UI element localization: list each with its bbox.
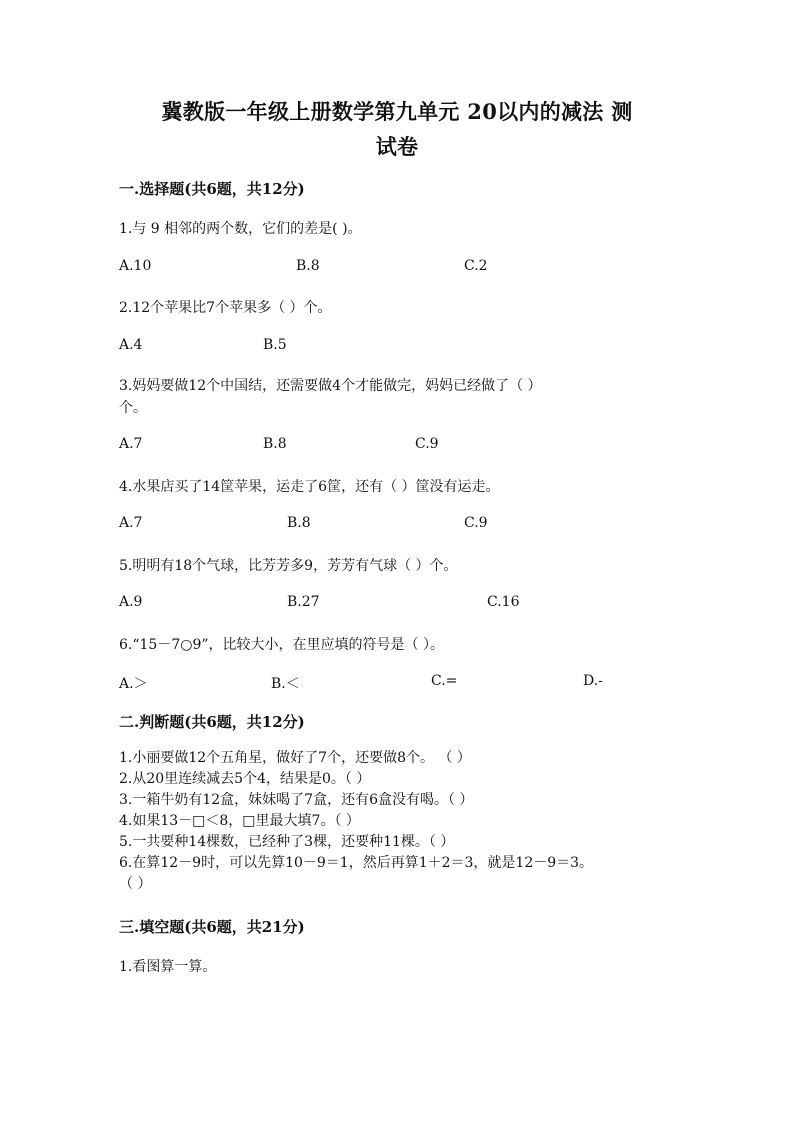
- option-b: B.8: [296, 258, 320, 274]
- option-b: B.27: [287, 594, 320, 610]
- judge-item: 2.从20里连续减去5个4，结果是0。（ ）: [119, 771, 371, 787]
- option-b: B.8: [287, 515, 311, 531]
- judge-item: 5.一共要种14棵数，已经种了3棵，还要种11棵。（ ）: [119, 834, 455, 850]
- option-b: B.5: [263, 337, 287, 353]
- option-c: C.=: [431, 673, 458, 689]
- section-heading-judge: 二.判断题(共6题，共12分): [119, 713, 305, 731]
- question-stem: 1.看图算一算。: [119, 959, 217, 975]
- document-title-line1: 冀教版一年级上册数学第九单元 20以内的减法 测: [161, 99, 633, 124]
- option-a: A.10: [119, 258, 152, 274]
- option-a: A.7: [119, 515, 143, 531]
- question-stem-continued: 个。: [119, 400, 147, 416]
- judge-item: 3.一箱牛奶有12盒，妹妹喝了7盒，还有6盒没有喝。（ ）: [119, 792, 474, 808]
- question-stem: 1.与 9 相邻的两个数，它们的差是( )。: [119, 221, 362, 237]
- option-a: A.＞: [119, 676, 148, 692]
- option-c: C.16: [487, 594, 520, 610]
- judge-item: 4.如果13－□＜8，□里最大填7。（ ）: [119, 813, 360, 829]
- option-d: D.-: [583, 673, 603, 689]
- judge-item: 6.在算12－9时，可以先算10－9＝1，然后再算1＋2＝3，就是12－9＝3。: [119, 855, 594, 871]
- judge-item-continued: （ ）: [119, 876, 152, 892]
- section-heading-choice: 一.选择题(共6题，共12分): [119, 180, 305, 198]
- question-stem: 2.12个苹果比7个苹果多（ ）个。: [119, 300, 332, 316]
- question-stem: 6.“15－7○9”，比较大小，在里应填的符号是（ ）。: [119, 637, 444, 653]
- option-b: B.＜: [271, 676, 300, 692]
- option-a: A.7: [119, 436, 143, 452]
- option-b: B.8: [263, 436, 287, 452]
- section-heading-fill: 三.填空题(共6题，共21分): [119, 918, 305, 936]
- option-c: C.9: [464, 515, 488, 531]
- option-c: C.9: [415, 436, 439, 452]
- question-stem: 4.水果店买了14筐苹果，运走了6筐，还有（ ）筐没有运走。: [119, 479, 500, 495]
- option-a: A.9: [119, 594, 143, 610]
- judge-item: 1.小丽要做12个五角星，做好了7个，还要做8个。 （ ）: [119, 750, 471, 766]
- question-stem: 3.妈妈要做12个中国结，还需要做4个才能做完，妈妈已经做了（ ）: [119, 378, 542, 394]
- option-a: A.4: [119, 337, 143, 353]
- document-title-line2: 试卷: [375, 134, 419, 159]
- question-stem: 5.明明有18个气球，比芳芳多9，芳芳有气球（ ）个。: [119, 558, 458, 574]
- option-c: C.2: [464, 258, 488, 274]
